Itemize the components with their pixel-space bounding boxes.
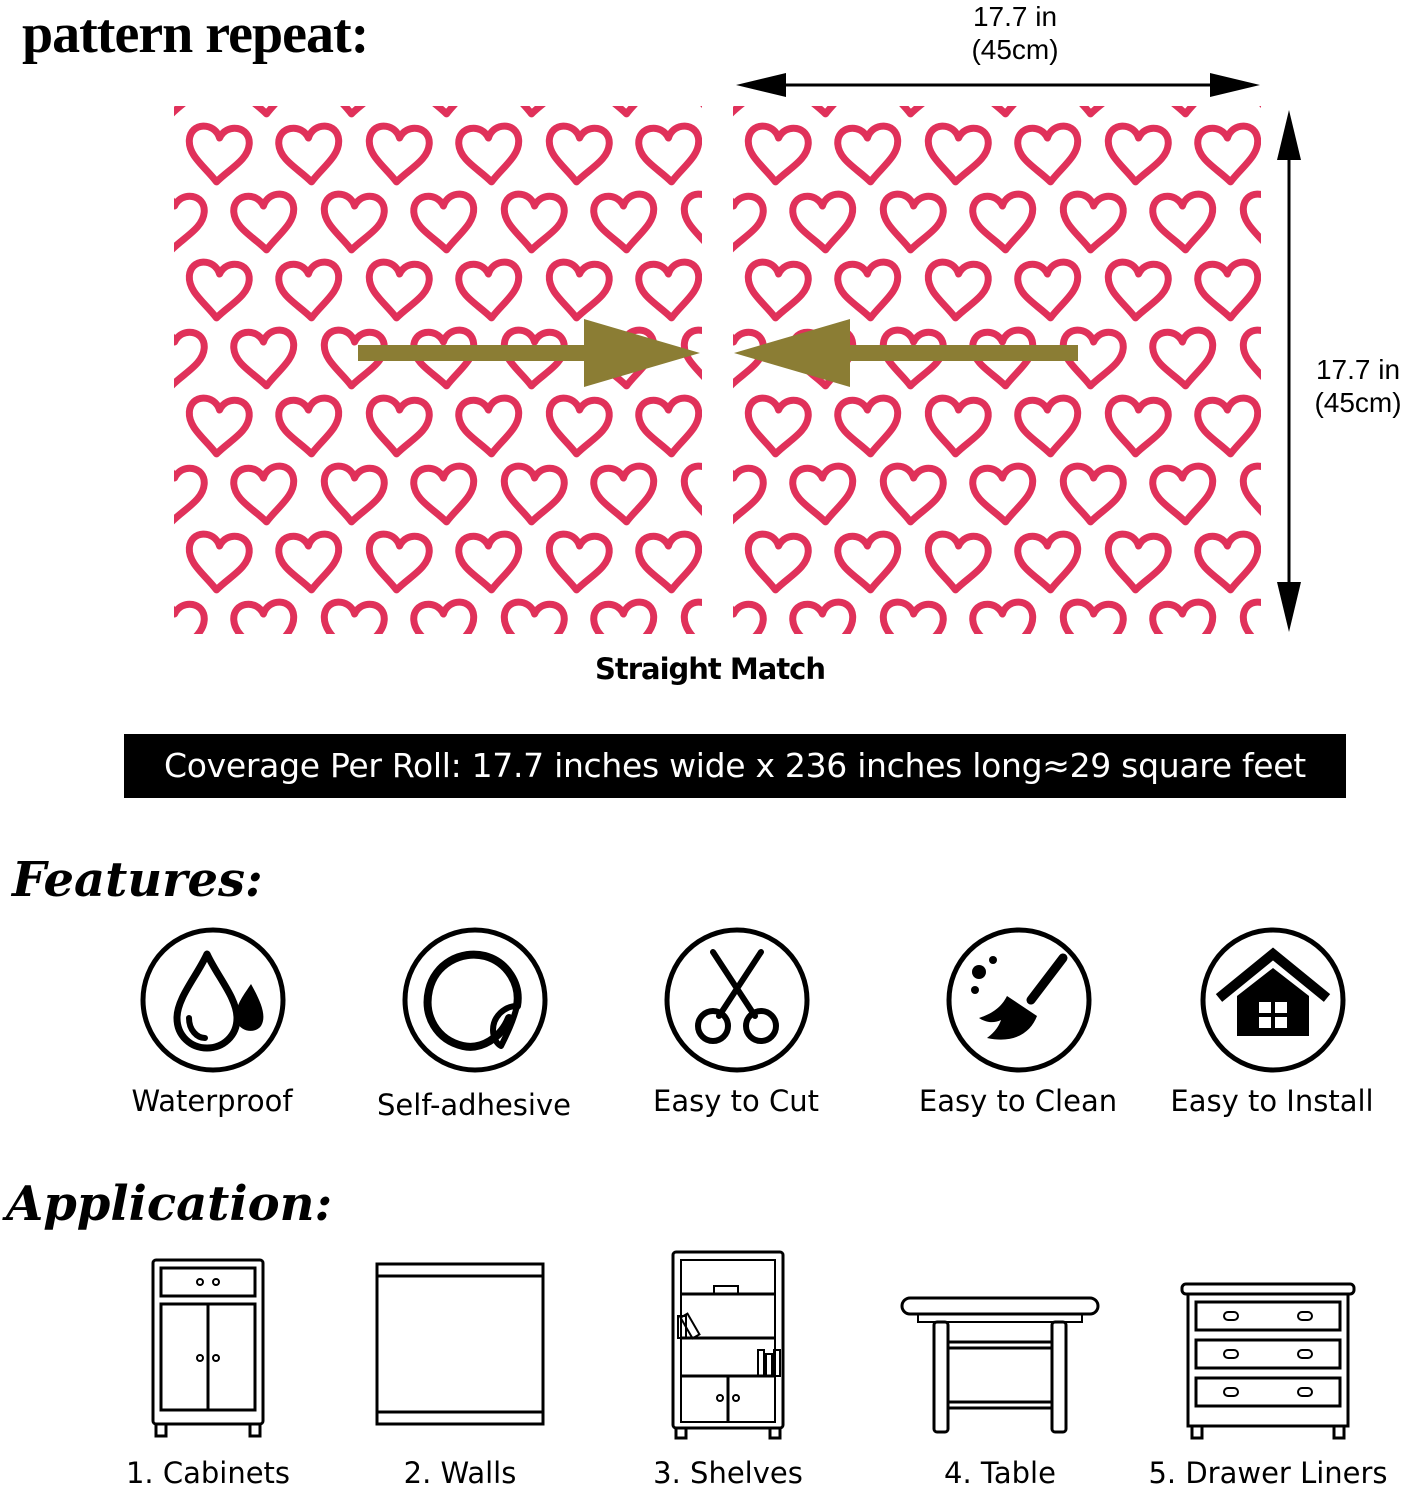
- heart-icon: [367, 533, 431, 592]
- heart-icon: [926, 533, 990, 592]
- heart-icon: [458, 397, 522, 456]
- height-inches: 17.7 in: [1315, 354, 1401, 385]
- heart-icon: [413, 193, 477, 252]
- heart-icon: [1106, 125, 1170, 184]
- heart-icon: [1241, 465, 1261, 524]
- feature-label: Easy to Cut: [653, 1084, 819, 1118]
- heart-icon: [837, 397, 901, 456]
- arrow-head: [734, 319, 850, 387]
- heart-icon: [682, 106, 702, 116]
- heart-icon: [1061, 193, 1125, 252]
- heart-icon: [502, 465, 566, 524]
- heart-icon: [792, 601, 856, 634]
- heart-icon: [1197, 397, 1261, 456]
- heart-icon: [1152, 601, 1216, 634]
- application-walls: [330, 1246, 590, 1490]
- heart-icon: [733, 465, 764, 524]
- heart-icon: [837, 261, 901, 320]
- match-arrow-right-icon: [358, 319, 700, 387]
- table-icon: [870, 1246, 1130, 1446]
- features-heading: Features:: [12, 852, 263, 908]
- heart-icon: [1106, 261, 1170, 320]
- heart-icon: [1106, 533, 1170, 592]
- heart-icon: [1061, 106, 1125, 116]
- heart-icon: [278, 533, 342, 592]
- heart-icon: [881, 106, 945, 116]
- heart-icon: [187, 533, 251, 592]
- shelves-icon: [598, 1246, 858, 1446]
- heart-icon: [1197, 261, 1261, 320]
- heart-icon: [733, 601, 764, 634]
- heart-icon: [593, 601, 657, 634]
- application-heading: Application:: [6, 1176, 333, 1232]
- heart-icon: [733, 193, 764, 252]
- heart-icon: [233, 329, 297, 388]
- application-shelves: [598, 1246, 858, 1490]
- heart-icon: [174, 193, 205, 252]
- heart-icon: [638, 533, 702, 592]
- heart-icon: [233, 106, 297, 116]
- heart-icon: [746, 397, 810, 456]
- heart-icon: [638, 125, 702, 184]
- heart-icon: [174, 329, 205, 388]
- heart-icon: [926, 125, 990, 184]
- feature-self-adhesive: [344, 926, 604, 1136]
- heart-icon: [1017, 397, 1081, 456]
- heart-icon: [278, 125, 342, 184]
- feature-label: Self-adhesive: [377, 1088, 571, 1122]
- match-arrows: [350, 316, 1080, 392]
- heart-icon: [746, 533, 810, 592]
- feature-easy-to-cut: [606, 926, 866, 1136]
- heart-icon: [972, 193, 1036, 252]
- heart-icon: [972, 106, 1036, 116]
- heart-icon: [1017, 125, 1081, 184]
- heart-icon: [733, 106, 764, 116]
- heart-icon: [233, 601, 297, 634]
- heart-icon: [174, 601, 205, 634]
- heart-icon: [322, 465, 386, 524]
- match-type-label: Straight Match: [594, 652, 826, 686]
- heart-icon: [837, 533, 901, 592]
- heart-icon: [278, 261, 342, 320]
- heart-icon: [638, 397, 702, 456]
- heart-icon: [547, 261, 611, 320]
- heart-icon: [593, 465, 657, 524]
- width-dimension-label: [950, 0, 1080, 66]
- arrow-shaft: [358, 345, 598, 361]
- heart-icon: [174, 106, 205, 116]
- heart-icon: [682, 465, 702, 524]
- heart-icon: [1061, 601, 1125, 634]
- drawer-icon: [1138, 1246, 1398, 1446]
- heart-icon: [972, 601, 1036, 634]
- application-label: 3. Shelves: [653, 1456, 803, 1490]
- heart-icon: [502, 601, 566, 634]
- heart-icon: [322, 106, 386, 116]
- application-label: 5. Drawer Liners: [1148, 1456, 1388, 1490]
- heart-icon: [547, 125, 611, 184]
- heart-icon: [187, 261, 251, 320]
- heart-icon: [458, 125, 522, 184]
- heart-icon: [1152, 106, 1216, 116]
- height-dimension-label: [1306, 353, 1408, 419]
- match-arrow-left-icon: [734, 319, 1078, 387]
- heart-icon: [174, 465, 205, 524]
- heart-icon: [1017, 261, 1081, 320]
- heart-icon: [593, 106, 657, 116]
- heart-icon: [413, 601, 477, 634]
- heart-icon: [322, 601, 386, 634]
- heart-icon: [458, 533, 522, 592]
- heart-icon: [233, 193, 297, 252]
- heart-icon: [367, 397, 431, 456]
- heart-icon: [1152, 329, 1216, 388]
- heart-icon: [593, 193, 657, 252]
- wall-icon: [330, 1246, 590, 1446]
- heart-icon: [322, 193, 386, 252]
- heart-icon: [746, 125, 810, 184]
- heart-icon: [881, 193, 945, 252]
- heart-icon: [1152, 193, 1216, 252]
- heart-icon: [926, 261, 990, 320]
- heart-icon: [746, 261, 810, 320]
- house-icon: [1199, 926, 1349, 1076]
- heart-icon: [187, 397, 251, 456]
- feature-label: Easy to Clean: [918, 1084, 1118, 1118]
- heart-icon: [1197, 533, 1261, 592]
- width-cm: (45cm): [971, 34, 1059, 65]
- heart-icon: [792, 106, 856, 116]
- coverage-banner: Coverage Per Roll: 17.7 inches wide x 236 inches long≈29 square feet: [124, 734, 1346, 798]
- heart-icon: [1241, 106, 1261, 116]
- heart-icon: [972, 465, 1036, 524]
- page-title: pattern repeat:: [22, 3, 369, 65]
- heart-icon: [682, 193, 702, 252]
- heart-icon: [187, 125, 251, 184]
- height-arrow-icon: [1270, 106, 1310, 636]
- cabinet-icon: [78, 1246, 338, 1446]
- heart-icon: [792, 193, 856, 252]
- heart-icon: [413, 106, 477, 116]
- water-drops-icon: [139, 926, 289, 1076]
- heart-icon: [1017, 533, 1081, 592]
- application-label: 4. Table: [944, 1456, 1056, 1490]
- feature-label: Easy to Install: [1170, 1084, 1374, 1118]
- heart-icon: [682, 601, 702, 634]
- width-inches: 17.7 in: [972, 1, 1058, 32]
- heart-icon: [1152, 465, 1216, 524]
- heart-icon: [502, 193, 566, 252]
- feature-easy-to-clean: [888, 926, 1148, 1136]
- heart-icon: [638, 261, 702, 320]
- heart-icon: [458, 261, 522, 320]
- heart-icon: [792, 465, 856, 524]
- heart-icon: [547, 397, 611, 456]
- heart-icon: [278, 397, 342, 456]
- application-label: 2. Walls: [403, 1456, 517, 1490]
- width-arrow-icon: [730, 66, 1270, 106]
- scissors-icon: [663, 926, 813, 1076]
- broom-icon: [945, 926, 1095, 1076]
- feature-label: Waterproof: [131, 1084, 293, 1118]
- heart-icon: [1241, 193, 1261, 252]
- heart-icon: [233, 465, 297, 524]
- heart-icon: [1197, 125, 1261, 184]
- arrow-head: [584, 319, 700, 387]
- application-label: 1. Cabinets: [125, 1456, 291, 1490]
- feature-easy-to-install: [1142, 926, 1402, 1136]
- heart-icon: [367, 261, 431, 320]
- height-cm: (45cm): [1314, 387, 1402, 418]
- feature-waterproof: [82, 926, 342, 1136]
- application-cabinets: [78, 1246, 338, 1490]
- heart-icon: [1241, 329, 1261, 388]
- heart-icon: [502, 106, 566, 116]
- application-drawer-liners: [1138, 1246, 1398, 1490]
- heart-icon: [1241, 601, 1261, 634]
- arrow-shaft: [830, 345, 1078, 361]
- application-table: [870, 1246, 1130, 1490]
- peel-sticker-icon: [401, 926, 551, 1076]
- heart-icon: [1061, 465, 1125, 524]
- heart-icon: [547, 533, 611, 592]
- heart-icon: [413, 465, 477, 524]
- heart-icon: [926, 397, 990, 456]
- heart-icon: [367, 125, 431, 184]
- heart-icon: [1106, 397, 1170, 456]
- heart-icon: [881, 601, 945, 634]
- heart-icon: [837, 125, 901, 184]
- heart-icon: [881, 465, 945, 524]
